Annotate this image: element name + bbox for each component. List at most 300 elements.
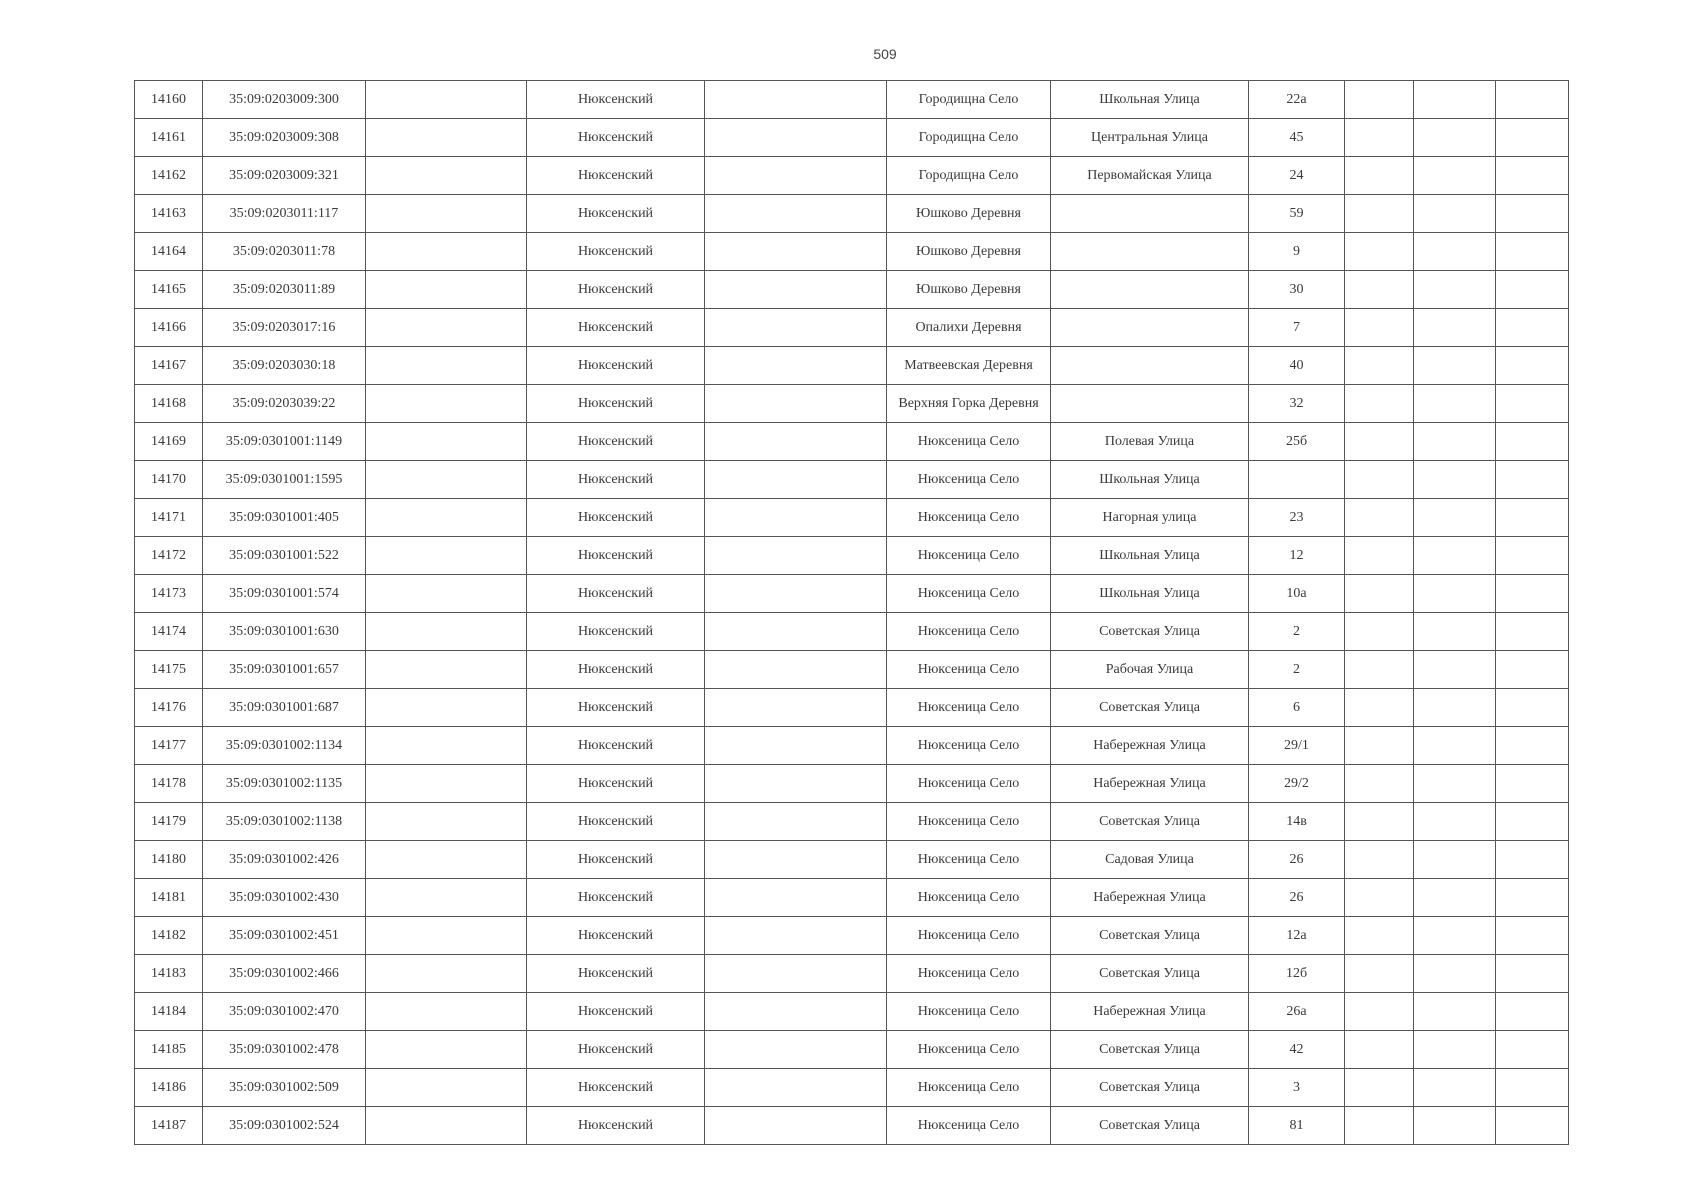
empty-cell [1345,537,1414,575]
empty-cell [705,157,887,195]
row-number-cell: 14162 [135,157,203,195]
empty-cell [1345,917,1414,955]
empty-cell [705,271,887,309]
house-number-cell: 24 [1249,157,1345,195]
locality-cell: Опалихи Деревня [887,309,1051,347]
empty-cell [705,689,887,727]
empty-cell [366,841,527,879]
empty-cell [366,347,527,385]
district-cell: Нюксенский [527,841,705,879]
empty-cell [1345,765,1414,803]
locality-cell: Нюксеница Село [887,879,1051,917]
district-cell: Нюксенский [527,917,705,955]
empty-cell [1345,385,1414,423]
row-number-cell: 14179 [135,803,203,841]
empty-cell [1414,1031,1496,1069]
table-row [135,157,1569,195]
empty-cell [1345,879,1414,917]
empty-cell [1414,993,1496,1031]
table-row [135,1031,1569,1069]
empty-cell [1496,841,1569,879]
empty-cell [705,537,887,575]
empty-cell [705,423,887,461]
row-number-cell: 14169 [135,423,203,461]
row-number-cell: 14180 [135,841,203,879]
district-cell: Нюксенский [527,803,705,841]
house-number-cell: 23 [1249,499,1345,537]
house-number-cell: 25б [1249,423,1345,461]
table-row [135,309,1569,347]
district-cell: Нюксенский [527,347,705,385]
row-number-cell: 14161 [135,119,203,157]
empty-cell [366,157,527,195]
empty-cell [1496,81,1569,119]
cadastral-number-cell: 35:09:0301002:1134 [203,727,366,765]
locality-cell: Юшково Деревня [887,271,1051,309]
empty-cell [1414,651,1496,689]
locality-cell: Городищна Село [887,119,1051,157]
street-cell: Школьная Улица [1051,81,1249,119]
empty-cell [1414,537,1496,575]
district-cell: Нюксенский [527,119,705,157]
house-number-cell: 42 [1249,1031,1345,1069]
table-row [135,613,1569,651]
empty-cell [366,119,527,157]
empty-cell [1345,157,1414,195]
empty-cell [705,119,887,157]
locality-cell: Нюксеница Село [887,803,1051,841]
table-row [135,765,1569,803]
house-number-cell: 22а [1249,81,1345,119]
table-row [135,993,1569,1031]
empty-cell [1496,613,1569,651]
empty-cell [1414,195,1496,233]
cadastral-number-cell: 35:09:0203011:78 [203,233,366,271]
empty-cell [705,461,887,499]
locality-cell: Нюксеница Село [887,651,1051,689]
empty-cell [705,917,887,955]
table-row [135,119,1569,157]
house-number-cell: 2 [1249,613,1345,651]
empty-cell [366,1069,527,1107]
cadastral-number-cell: 35:09:0301002:1138 [203,803,366,841]
empty-cell [1345,195,1414,233]
empty-cell [1414,81,1496,119]
row-number-cell: 14186 [135,1069,203,1107]
empty-cell [366,879,527,917]
empty-cell [1414,271,1496,309]
empty-cell [1414,461,1496,499]
table-row [135,575,1569,613]
empty-cell [1345,309,1414,347]
house-number-cell: 29/1 [1249,727,1345,765]
empty-cell [1345,1069,1414,1107]
empty-cell [705,803,887,841]
house-number-cell: 6 [1249,689,1345,727]
district-cell: Нюксенский [527,689,705,727]
empty-cell [366,309,527,347]
locality-cell: Нюксеница Село [887,537,1051,575]
district-cell: Нюксенский [527,651,705,689]
empty-cell [366,81,527,119]
table-row [135,81,1569,119]
empty-cell [1414,1107,1496,1145]
empty-cell [366,803,527,841]
empty-cell [1345,271,1414,309]
empty-cell [1496,195,1569,233]
locality-cell: Нюксеница Село [887,499,1051,537]
cadastral-number-cell: 35:09:0203030:18 [203,347,366,385]
page-number: 509 [873,46,897,62]
empty-cell [705,879,887,917]
table-row [135,233,1569,271]
locality-cell: Юшково Деревня [887,233,1051,271]
street-cell: Советская Улица [1051,1031,1249,1069]
street-cell: Рабочая Улица [1051,651,1249,689]
empty-cell [1345,575,1414,613]
house-number-cell: 26 [1249,879,1345,917]
empty-cell [705,613,887,651]
locality-cell: Юшково Деревня [887,195,1051,233]
empty-cell [366,385,527,423]
row-number-cell: 14163 [135,195,203,233]
empty-cell [705,347,887,385]
locality-cell: Нюксеница Село [887,1107,1051,1145]
empty-cell [1414,879,1496,917]
street-cell: Советская Улица [1051,689,1249,727]
empty-cell [1496,271,1569,309]
empty-cell [1345,841,1414,879]
locality-cell: Нюксеница Село [887,765,1051,803]
empty-cell [366,993,527,1031]
empty-cell [1345,689,1414,727]
district-cell: Нюксенский [527,1031,705,1069]
district-cell: Нюксенский [527,993,705,1031]
district-cell: Нюксенский [527,499,705,537]
empty-cell [1414,347,1496,385]
cadastral-number-cell: 35:09:0301001:574 [203,575,366,613]
street-cell: Полевая Улица [1051,423,1249,461]
empty-cell [705,993,887,1031]
empty-cell [1414,765,1496,803]
empty-cell [1496,309,1569,347]
house-number-cell: 32 [1249,385,1345,423]
empty-cell [1496,347,1569,385]
empty-cell [366,955,527,993]
empty-cell [1414,157,1496,195]
empty-cell [366,727,527,765]
empty-cell [366,195,527,233]
empty-cell [1496,385,1569,423]
empty-cell [366,613,527,651]
empty-cell [1496,575,1569,613]
house-number-cell: 7 [1249,309,1345,347]
empty-cell [705,499,887,537]
empty-cell [1496,233,1569,271]
cadastral-number-cell: 35:09:0301001:1149 [203,423,366,461]
house-number-cell: 29/2 [1249,765,1345,803]
table-row [135,917,1569,955]
empty-cell [1345,347,1414,385]
empty-cell [705,841,887,879]
house-number-cell: 26а [1249,993,1345,1031]
empty-cell [366,499,527,537]
street-cell: Садовая Улица [1051,841,1249,879]
locality-cell: Городищна Село [887,157,1051,195]
street-cell [1051,309,1249,347]
row-number-cell: 14178 [135,765,203,803]
locality-cell: Нюксеница Село [887,613,1051,651]
row-number-cell: 14182 [135,917,203,955]
table-row [135,879,1569,917]
empty-cell [1345,81,1414,119]
district-cell: Нюксенский [527,385,705,423]
cadastral-number-cell: 35:09:0203017:16 [203,309,366,347]
empty-cell [705,195,887,233]
district-cell: Нюксенский [527,81,705,119]
district-cell: Нюксенский [527,727,705,765]
empty-cell [1345,461,1414,499]
district-cell: Нюксенский [527,1107,705,1145]
empty-cell [1414,575,1496,613]
empty-cell [1345,803,1414,841]
street-cell [1051,195,1249,233]
street-cell [1051,347,1249,385]
empty-cell [705,575,887,613]
street-cell: Набережная Улица [1051,879,1249,917]
cadastral-number-cell: 35:09:0203009:300 [203,81,366,119]
empty-cell [366,233,527,271]
cadastral-number-cell: 35:09:0203009:308 [203,119,366,157]
row-number-cell: 14168 [135,385,203,423]
empty-cell [1345,727,1414,765]
locality-cell: Нюксеница Село [887,1069,1051,1107]
empty-cell [1414,385,1496,423]
table-row [135,1069,1569,1107]
cadastral-number-cell: 35:09:0301001:522 [203,537,366,575]
row-number-cell: 14171 [135,499,203,537]
district-cell: Нюксенский [527,461,705,499]
empty-cell [705,1069,887,1107]
empty-cell [1496,689,1569,727]
empty-cell [1496,1069,1569,1107]
row-number-cell: 14174 [135,613,203,651]
district-cell: Нюксенский [527,537,705,575]
row-number-cell: 14181 [135,879,203,917]
house-number-cell: 40 [1249,347,1345,385]
cadastral-number-cell: 35:09:0301001:1595 [203,461,366,499]
row-number-cell: 14170 [135,461,203,499]
empty-cell [1414,917,1496,955]
empty-cell [366,271,527,309]
locality-cell: Нюксеница Село [887,841,1051,879]
house-number-cell: 14в [1249,803,1345,841]
empty-cell [1414,309,1496,347]
street-cell: Советская Улица [1051,1107,1249,1145]
cadastral-number-cell: 35:09:0301002:524 [203,1107,366,1145]
table-row [135,727,1569,765]
locality-cell: Нюксеница Село [887,575,1051,613]
row-number-cell: 14187 [135,1107,203,1145]
registry-table [134,80,1569,1145]
empty-cell [366,537,527,575]
district-cell: Нюксенский [527,879,705,917]
house-number-cell: 3 [1249,1069,1345,1107]
street-cell: Школьная Улица [1051,537,1249,575]
cadastral-number-cell: 35:09:0301001:405 [203,499,366,537]
table-row [135,689,1569,727]
empty-cell [1345,423,1414,461]
house-number-cell: 59 [1249,195,1345,233]
locality-cell: Нюксеница Село [887,423,1051,461]
empty-cell [366,651,527,689]
locality-cell: Верхняя Горка Деревня [887,385,1051,423]
table-row [135,385,1569,423]
locality-cell: Матвеевская Деревня [887,347,1051,385]
empty-cell [1496,727,1569,765]
empty-cell [1496,651,1569,689]
district-cell: Нюксенский [527,955,705,993]
cadastral-number-cell: 35:09:0301001:630 [203,613,366,651]
street-cell: Советская Улица [1051,917,1249,955]
row-number-cell: 14172 [135,537,203,575]
empty-cell [1345,1107,1414,1145]
cadastral-number-cell: 35:09:0301002:451 [203,917,366,955]
empty-cell [1496,917,1569,955]
empty-cell [1414,233,1496,271]
empty-cell [366,575,527,613]
empty-cell [705,233,887,271]
house-number-cell: 10а [1249,575,1345,613]
district-cell: Нюксенский [527,765,705,803]
empty-cell [366,423,527,461]
table-row [135,803,1569,841]
street-cell: Набережная Улица [1051,727,1249,765]
empty-cell [705,309,887,347]
empty-cell [705,385,887,423]
district-cell: Нюксенский [527,271,705,309]
district-cell: Нюксенский [527,1069,705,1107]
empty-cell [1496,993,1569,1031]
empty-cell [1496,537,1569,575]
cadastral-number-cell: 35:09:0203011:117 [203,195,366,233]
row-number-cell: 14167 [135,347,203,385]
district-cell: Нюксенский [527,157,705,195]
table-row [135,1107,1569,1145]
locality-cell: Нюксеница Село [887,917,1051,955]
row-number-cell: 14173 [135,575,203,613]
empty-cell [1496,157,1569,195]
table-row [135,499,1569,537]
empty-cell [705,1107,887,1145]
empty-cell [1496,879,1569,917]
empty-cell [366,765,527,803]
empty-cell [1414,613,1496,651]
table-row [135,537,1569,575]
street-cell [1051,233,1249,271]
empty-cell [1496,1031,1569,1069]
empty-cell [1414,423,1496,461]
row-number-cell: 14165 [135,271,203,309]
street-cell: Советская Улица [1051,803,1249,841]
empty-cell [1345,613,1414,651]
row-number-cell: 14177 [135,727,203,765]
house-number-cell: 12б [1249,955,1345,993]
cadastral-number-cell: 35:09:0301002:509 [203,1069,366,1107]
table-row [135,955,1569,993]
cadastral-number-cell: 35:09:0203011:89 [203,271,366,309]
row-number-cell: 14176 [135,689,203,727]
empty-cell [1496,803,1569,841]
street-cell: Советская Улица [1051,613,1249,651]
cadastral-number-cell: 35:09:0301002:1135 [203,765,366,803]
table-row [135,347,1569,385]
locality-cell: Нюксеница Село [887,993,1051,1031]
empty-cell [366,461,527,499]
empty-cell [1414,841,1496,879]
row-number-cell: 14166 [135,309,203,347]
locality-cell: Нюксеница Село [887,955,1051,993]
cadastral-number-cell: 35:09:0203039:22 [203,385,366,423]
empty-cell [366,1107,527,1145]
district-cell: Нюксенский [527,309,705,347]
locality-cell: Нюксеница Село [887,461,1051,499]
district-cell: Нюксенский [527,233,705,271]
empty-cell [1345,651,1414,689]
cadastral-number-cell: 35:09:0301002:466 [203,955,366,993]
street-cell: Центральная Улица [1051,119,1249,157]
table-row [135,195,1569,233]
empty-cell [1345,233,1414,271]
house-number-cell: 45 [1249,119,1345,157]
locality-cell: Городищна Село [887,81,1051,119]
street-cell: Нагорная улица [1051,499,1249,537]
row-number-cell: 14164 [135,233,203,271]
table-row [135,461,1569,499]
district-cell: Нюксенский [527,613,705,651]
district-cell: Нюксенский [527,575,705,613]
empty-cell [1496,423,1569,461]
house-number-cell: 30 [1249,271,1345,309]
empty-cell [705,727,887,765]
row-number-cell: 14160 [135,81,203,119]
empty-cell [1345,955,1414,993]
empty-cell [1414,803,1496,841]
empty-cell [366,917,527,955]
empty-cell [1496,119,1569,157]
empty-cell [1414,119,1496,157]
district-cell: Нюксенский [527,195,705,233]
house-number-cell: 81 [1249,1107,1345,1145]
district-cell: Нюксенский [527,423,705,461]
locality-cell: Нюксеница Село [887,1031,1051,1069]
locality-cell: Нюксеница Село [887,689,1051,727]
empty-cell [1496,1107,1569,1145]
empty-cell [705,81,887,119]
empty-cell [1414,499,1496,537]
empty-cell [705,1031,887,1069]
house-number-cell [1249,461,1345,499]
cadastral-number-cell: 35:09:0301002:430 [203,879,366,917]
empty-cell [1414,955,1496,993]
house-number-cell: 26 [1249,841,1345,879]
street-cell: Первомайская Улица [1051,157,1249,195]
row-number-cell: 14185 [135,1031,203,1069]
street-cell [1051,385,1249,423]
house-number-cell: 2 [1249,651,1345,689]
street-cell [1051,271,1249,309]
cadastral-number-cell: 35:09:0203009:321 [203,157,366,195]
